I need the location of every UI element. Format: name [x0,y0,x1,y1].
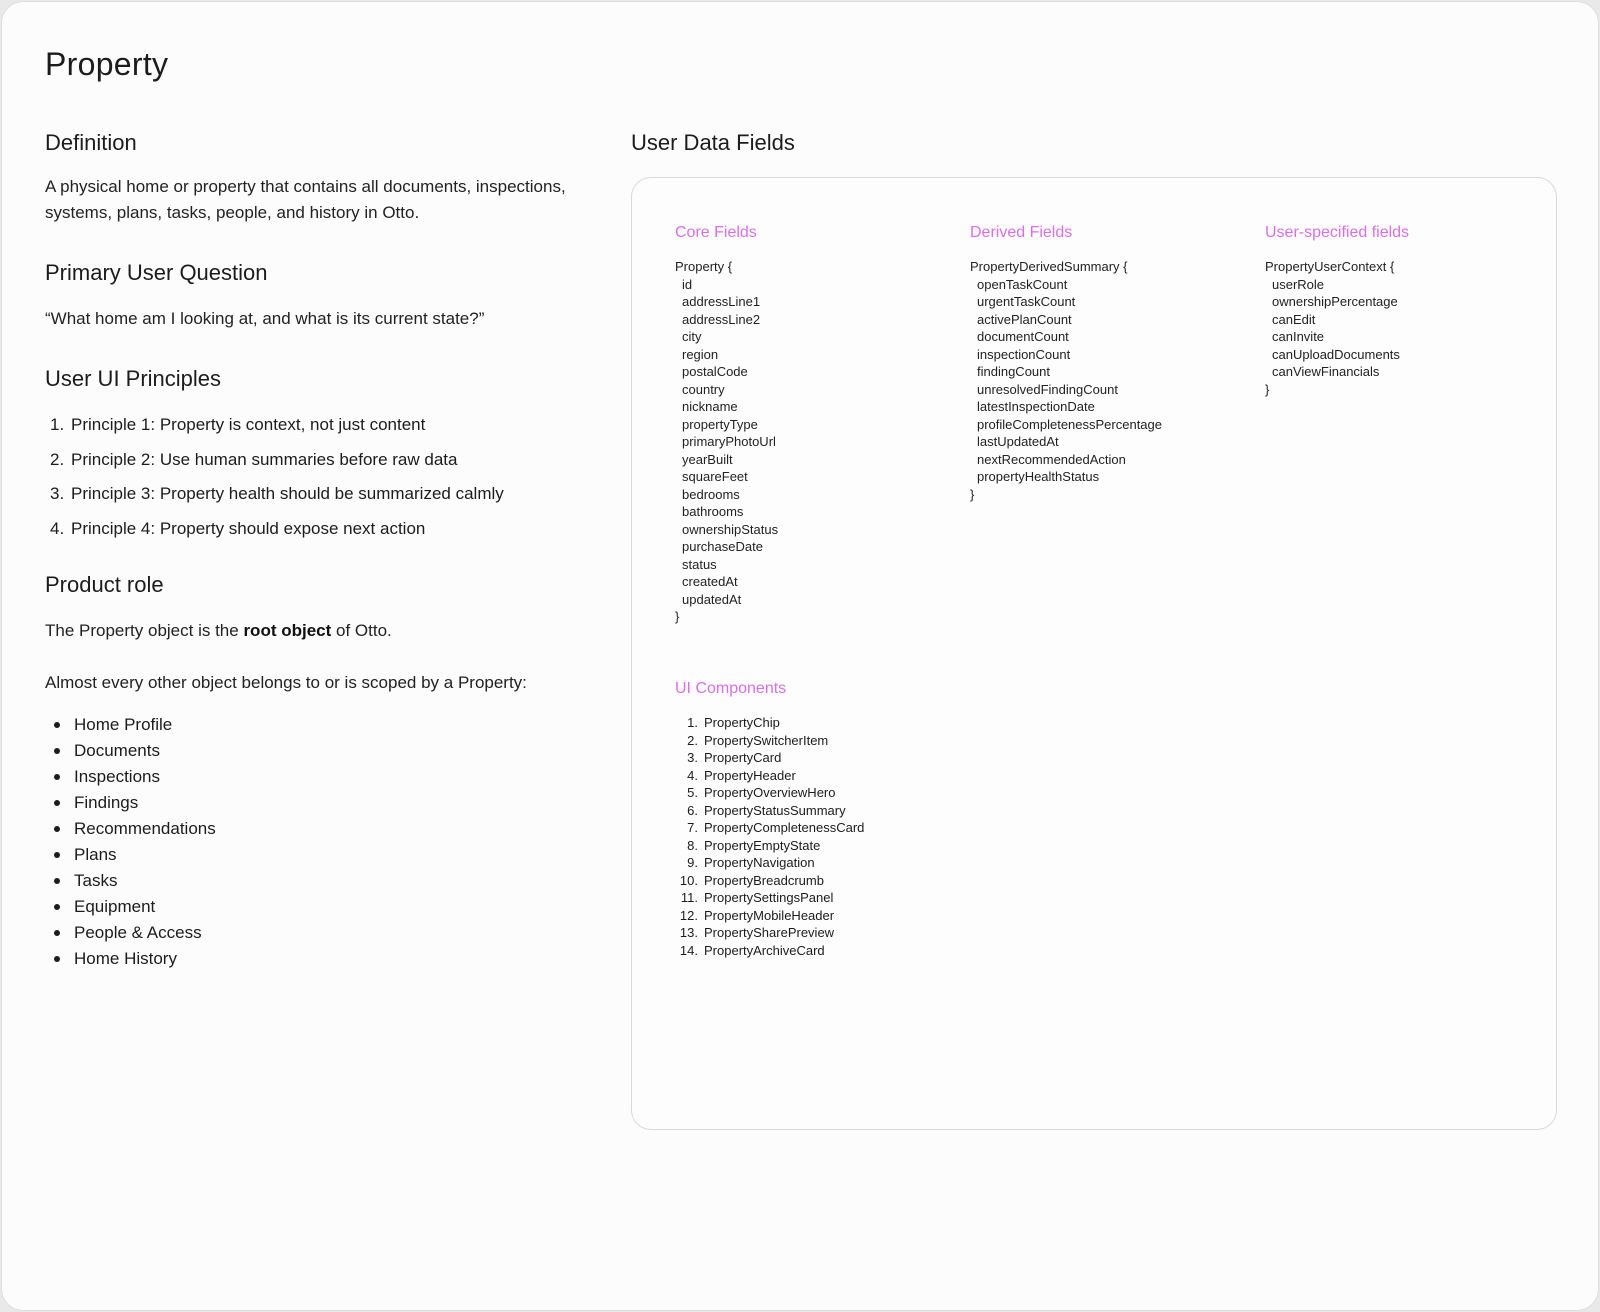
scope-text: Almost every other object belongs to or is scoped by a Property: [45,673,527,692]
bullet-dot [54,722,60,728]
bullet-dot [54,852,60,858]
core-field: ownershipStatus [682,521,779,537]
derived-field: profileCompletenessPercentage [977,416,1162,432]
ui-component-number: 7. [687,820,698,835]
bullet-dot [54,930,60,936]
ui-component-item [675,854,864,872]
principles-list [45,412,585,550]
principles-section [45,364,585,550]
bullet-dot [54,800,60,806]
data-fields-card [631,177,1557,1130]
scoped-object-item [45,738,585,764]
question-text: “What home am I looking at, and what is its current state?” [45,309,485,328]
principle-item [45,516,585,551]
ui-component-number: 9. [687,855,698,870]
ui-component-name: PropertyBreadcrumb [704,872,824,888]
principle-number: 1. [50,415,65,434]
derived-field: openTaskCount [977,276,1068,292]
ui-component-number: 2. [687,732,698,748]
ui-component-number: 4. [687,767,698,783]
scoped-object-item [45,712,585,738]
definition-section [45,128,585,226]
scoped-object-item [45,842,585,868]
derived-field: propertyHealthStatus [977,469,1100,484]
ui-component-item [675,837,864,855]
ui-component-item [675,942,864,960]
product-role-text-after: of Otto. [331,621,392,640]
core-field: postalCode [682,364,748,379]
principles-heading: User UI Principles [45,366,222,391]
ui-component-name: PropertyStatusSummary [704,802,846,818]
scoped-object-item [45,816,585,842]
definition-heading: Definition [45,130,137,155]
product-role-section [45,570,585,972]
ui-component-name: PropertyArchiveCard [704,942,825,958]
ui-component-name: PropertyCard [704,750,782,765]
core-field: updatedAt [682,591,742,607]
principle-item [45,412,585,447]
user-field: canInvite [1272,329,1325,344]
principle-text: Principle 3: Property health should be summarized calmly [71,484,504,503]
derived-fields-column [970,222,1162,503]
principle-text: Principle 1: Property is context, not just content [71,415,426,434]
core-close-line: } [675,609,680,624]
core-field: bathrooms [682,504,744,519]
ui-component-name: PropertySettingsPanel [704,890,834,905]
ui-components-heading: UI Components [675,680,787,697]
principle-item [45,481,585,516]
ui-component-item [675,872,864,890]
core-open-line: Property { [675,259,733,274]
derived-field: urgentTaskCount [977,294,1076,309]
user-fields-code [1265,258,1409,398]
core-field: status [682,556,717,572]
scoped-object-label: Recommendations [74,819,216,838]
core-field: yearBuilt [682,451,733,467]
scoped-object-label: Home History [74,949,177,968]
ui-component-item [675,732,864,750]
user-field: ownershipPercentage [1272,294,1398,309]
core-field: city [682,329,702,344]
core-field: purchaseDate [682,539,763,554]
ui-component-number: 11. [680,890,698,905]
data-fields-heading: User Data Fields [631,130,795,155]
core-field: primaryPhotoUrl [682,434,776,449]
ui-component-number: 6. [687,802,698,818]
product-role-text [45,618,585,644]
derived-field: latestInspectionDate [977,399,1095,414]
bullet-dot [54,956,60,962]
ui-component-name: PropertyNavigation [704,855,815,870]
bullet-dot [54,904,60,910]
overview-column [45,128,585,972]
ui-component-name: PropertySwitcherItem [704,732,829,748]
scoped-object-label: Plans [74,845,117,864]
scoped-objects-list [45,712,585,972]
scoped-object-item [45,920,585,946]
core-fields-code [675,258,778,626]
bullet-dot [54,774,60,780]
product-role-text-before: The Property object is the [45,621,244,640]
ui-component-number: 8. [687,837,698,853]
ui-components-list [675,714,864,959]
derived-field: unresolvedFindingCount [977,381,1118,397]
ui-component-item [675,802,864,820]
user-fields-heading: User-specified fields [1265,224,1410,241]
question-heading: Primary User Question [45,260,268,285]
ui-component-name: PropertyOverviewHero [704,785,836,800]
principle-item [45,447,585,482]
ui-component-number: 3. [687,750,698,765]
scoped-object-item [45,764,585,790]
document-page [1,1,1599,1311]
ui-component-number: 14. [679,942,698,958]
scoped-object-item [45,868,585,894]
page-title: Property [45,46,169,82]
principle-number: 2. [50,449,65,469]
ui-component-name: PropertyHeader [704,767,796,783]
scoped-object-label: Inspections [74,767,160,786]
derived-field: inspectionCount [977,346,1071,362]
ui-component-name: PropertyChip [704,715,780,730]
user-field: canEdit [1272,311,1316,327]
product-role-heading: Product role [45,572,164,597]
ui-component-number: 5. [687,785,698,800]
question-section [45,258,585,332]
principle-number: 3. [50,484,65,503]
user-field: canViewFinancials [1272,364,1380,379]
core-field: propertyType [682,416,758,432]
ui-component-item [675,767,864,785]
user-fields-column [1265,222,1409,398]
scoped-object-item [45,894,585,920]
scoped-object-item [45,946,585,972]
core-fields-column [675,222,778,626]
derived-field: documentCount [977,329,1069,344]
scoped-object-item [45,790,585,816]
ui-component-number: 10. [679,872,698,888]
core-field: addressLine1 [682,294,761,309]
derived-field: lastUpdatedAt [977,434,1059,449]
ui-component-name: PropertyMobileHeader [704,907,835,923]
scoped-object-label: Documents [74,741,160,760]
bullet-dot [54,826,60,832]
core-field: createdAt [682,574,738,589]
scoped-object-label: People & Access [74,923,202,942]
definition-text: A physical home or property that contains all documents, inspections, systems, plans, tasks, people, and history in Otto. [45,177,566,222]
ui-component-item [675,907,864,925]
user-open-line: PropertyUserContext { [1265,259,1395,274]
root-object-emphasis: root object [243,621,332,640]
ui-components-column [675,678,864,959]
derived-field: activePlanCount [977,311,1072,327]
ui-component-number: 13. [679,925,698,940]
scoped-object-label: Tasks [74,871,118,890]
derived-close-line: } [970,486,975,502]
scoped-object-label: Equipment [74,897,156,916]
derived-fields-code [970,258,1162,503]
bullet-dot [54,748,60,754]
ui-component-name: PropertyEmptyState [704,837,821,853]
derived-field: findingCount [977,364,1050,379]
scoped-object-label: Findings [74,793,139,812]
ui-component-number: 1. [687,715,698,730]
principle-text: Principle 4: Property should expose next action [71,518,426,538]
user-close-line: } [1265,381,1270,397]
ui-component-item [675,749,864,767]
core-field: squareFeet [682,469,748,484]
principle-text: Principle 2: Use human summaries before raw data [71,449,458,469]
core-fields-heading: Core Fields [675,224,757,241]
core-field: bedrooms [682,486,740,502]
user-field: canUploadDocuments [1272,346,1400,362]
ui-component-name: PropertyCompletenessCard [704,820,865,835]
scoped-object-label: Home Profile [74,715,173,734]
bullet-dot [54,878,60,884]
ui-component-name: PropertySharePreview [704,925,835,940]
core-field: addressLine2 [682,311,761,327]
core-field: id [682,276,693,292]
core-field: region [682,346,719,362]
core-field: country [682,381,725,397]
derived-field: nextRecommendedAction [977,451,1126,467]
derived-open-line: PropertyDerivedSummary { [970,259,1128,274]
ui-component-number: 12. [679,907,698,923]
ui-component-item [675,924,864,942]
derived-fields-heading: Derived Fields [970,224,1073,241]
principle-number: 4. [50,518,65,538]
ui-component-item [675,714,864,732]
ui-component-item [675,889,864,907]
ui-component-item [675,784,864,802]
core-field: nickname [682,399,738,414]
user-field: userRole [1272,276,1325,292]
ui-component-item [675,819,864,837]
